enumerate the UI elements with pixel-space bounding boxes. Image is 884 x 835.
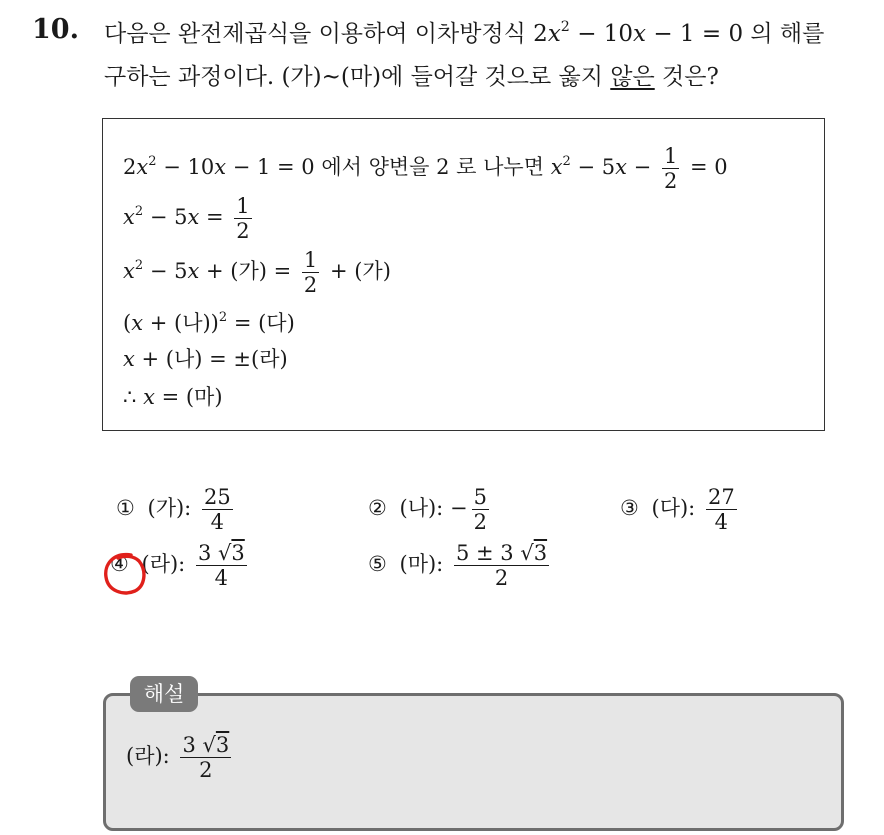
p1-fraction (662, 145, 679, 192)
p3-frac-den: 2 (303, 273, 318, 298)
eq-square: 2 (560, 18, 570, 35)
p4-sq: 2 (218, 309, 228, 325)
question-line1-tail: 의 해를 (750, 21, 825, 47)
p4-var: x (131, 311, 144, 335)
option-3[interactable] (620, 486, 741, 533)
option-3-mark: ③ (620, 496, 639, 521)
p3-sq: 2 (134, 257, 144, 273)
option-2-num: 5 (473, 485, 487, 509)
option-2-sign: − (449, 496, 468, 521)
p1-var: x (136, 155, 149, 180)
option-4-fraction (196, 542, 247, 589)
option-4-mark: ④ (110, 552, 129, 577)
p4-tail: = (다) (233, 311, 295, 335)
option-3-fraction (706, 486, 737, 533)
solution-fraction (180, 734, 231, 781)
eq-coef-a: 2 (533, 21, 548, 47)
p2-sq: 2 (134, 203, 144, 219)
option-1-den: 4 (210, 510, 224, 535)
solution-coef: 3 (182, 733, 196, 757)
option-5-root: 3 (533, 541, 548, 565)
option-1[interactable] (116, 486, 237, 533)
process-box (102, 118, 825, 431)
p2-frac-num: 1 (236, 194, 250, 218)
process-line-4 (123, 307, 295, 337)
option-4-root: 3 (231, 541, 245, 565)
p3-var: x (123, 259, 135, 284)
eq-var: x (547, 21, 561, 47)
process-line-2 (123, 195, 256, 242)
p1-mid: − 10 (163, 155, 215, 180)
p2-var2: x (187, 205, 200, 230)
option-5-den: 2 (494, 566, 509, 591)
p1-sq2: 2 (562, 153, 571, 169)
option-3-den: 4 (714, 510, 728, 535)
solution-tab: 해설 (130, 676, 198, 712)
p3-var2: x (187, 259, 200, 284)
answer-circle-mark (101, 551, 149, 597)
solution-num (180, 734, 231, 758)
solution-body (126, 734, 235, 781)
question-line-2 (104, 58, 719, 91)
option-2-den: 2 (473, 510, 487, 535)
solution-den: 2 (199, 758, 213, 783)
option-3-num: 27 (707, 485, 735, 509)
option-2-label: (나): (399, 496, 444, 521)
option-5-coef: 5 ± 3 (455, 541, 514, 565)
p3-plus: + (가) = (205, 259, 292, 284)
p2-mid: − 5 (149, 205, 188, 230)
p1-coef: 2 (123, 155, 137, 180)
p6-var: x (143, 385, 155, 409)
eq-term-c: − 1 = 0 (653, 21, 744, 47)
solution-root: 3 (215, 733, 230, 757)
eq-var: x (633, 21, 647, 47)
p1-var2: x (214, 155, 227, 180)
option-5-fraction (454, 542, 549, 589)
p1-b: − 5 (577, 155, 616, 180)
process-line-3 (123, 249, 391, 296)
p1-var3: x (550, 155, 563, 180)
p2-frac-den: 2 (236, 219, 250, 244)
p2-eq: = (205, 205, 224, 230)
p1-var4: x (615, 155, 627, 180)
p3-frac-num: 1 (303, 248, 318, 272)
p1-end: = 0 (690, 155, 728, 180)
option-2-mark: ② (368, 496, 387, 521)
option-1-num: 25 (203, 485, 231, 509)
option-5[interactable] (368, 542, 553, 589)
question-number: 10. (32, 14, 79, 45)
p3-mid: − 5 (149, 259, 188, 284)
option-5-num (454, 542, 549, 566)
p3-fraction (302, 249, 319, 296)
option-2[interactable] (368, 486, 493, 533)
question-line2-text: 구하는 과정이다. (가)~(마)에 들어갈 것으로 옳지 (104, 64, 603, 90)
option-5-sqrt: √ (520, 541, 534, 565)
p2-fraction (234, 195, 251, 242)
p4-plus: + (나)) (149, 311, 219, 335)
option-4-sqrt: √ (218, 541, 232, 565)
option-2-fraction (472, 486, 489, 533)
option-5-label: (마): (399, 552, 444, 577)
solution-sqrt: √ (202, 733, 216, 757)
question-line-1 (104, 15, 824, 48)
option-4-den: 4 (214, 566, 229, 591)
p6-therefore: ∴ (123, 385, 137, 409)
p1-eq: − 1 = 0 (232, 155, 315, 180)
p1-minus: − (633, 155, 652, 180)
p5-plus: + (나) = ±(라) (141, 347, 288, 371)
option-1-mark: ① (116, 496, 135, 521)
process-line-6 (123, 381, 223, 411)
p4-open: ( (123, 311, 132, 335)
process-line-1 (123, 145, 728, 192)
p1-frac-den: 2 (663, 169, 678, 194)
question-line2-tail: 것은? (662, 64, 719, 90)
p2-var: x (123, 205, 135, 230)
option-4-label: (라): (141, 552, 186, 577)
eq-term-b: − 10 (577, 21, 634, 47)
option-4-coef: 3 (197, 541, 212, 565)
option-4-num (196, 542, 247, 566)
option-5-mark: ⑤ (368, 552, 387, 577)
option-3-label: (다): (651, 496, 696, 521)
question-equation (533, 18, 750, 47)
process-line-5 (123, 343, 288, 373)
p1-text: 에서 양변을 2 로 나누면 (321, 155, 544, 180)
p6-tail: = (마) (161, 385, 223, 409)
solution-label: (라): (126, 744, 170, 769)
p1-frac-num: 1 (663, 144, 678, 168)
option-1-fraction (202, 486, 233, 533)
option-1-label: (가): (147, 496, 192, 521)
p3-tail: + (가) (329, 259, 391, 284)
question-line1-text: 다음은 완전제곱식을 이용하여 이차방정식 (104, 21, 526, 47)
p5-var: x (123, 347, 135, 371)
underlined-word: 않은 (610, 64, 655, 90)
p1-sq: 2 (148, 153, 157, 169)
